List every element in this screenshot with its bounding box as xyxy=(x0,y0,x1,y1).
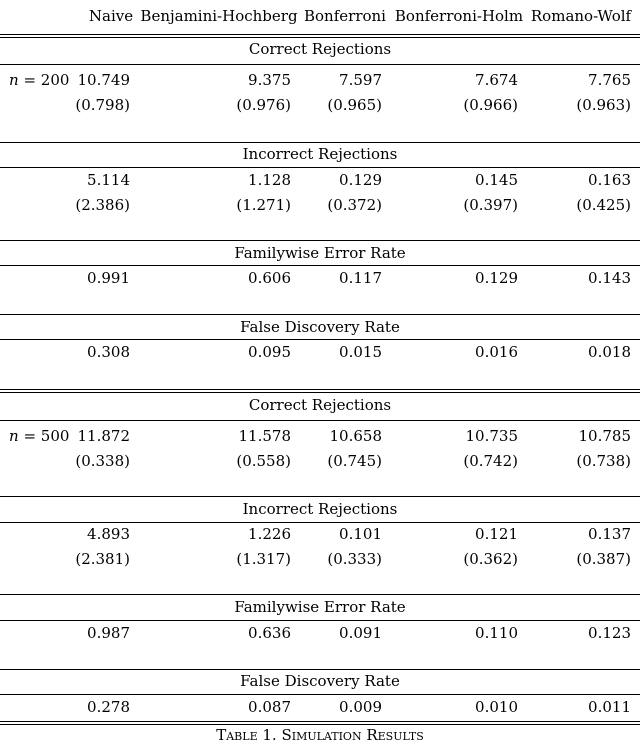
section-rule xyxy=(0,594,640,595)
section-rule xyxy=(0,420,640,421)
section-rule xyxy=(0,240,640,241)
table-cell-value: 10.749 xyxy=(77,71,130,89)
table-cell-se: (2.386) xyxy=(75,196,130,214)
section-rule xyxy=(0,496,640,497)
sample-size-variable: n xyxy=(9,71,19,89)
table-cell-se: (0.965) xyxy=(327,96,382,114)
table-cell-value: 0.129 xyxy=(475,269,518,287)
table-cell-value: 0.015 xyxy=(339,343,382,361)
sample-size-variable: n xyxy=(9,427,19,445)
double-rule-top xyxy=(0,721,640,722)
section-title: Familywise Error Rate xyxy=(234,598,406,616)
section-title: Incorrect Rejections xyxy=(242,145,398,163)
table-cell-value: 0.101 xyxy=(339,525,382,543)
section-title: Familywise Error Rate xyxy=(234,244,406,262)
table-cell-value: 0.145 xyxy=(475,171,518,189)
column-header: Benjamini-Hochberg xyxy=(140,7,298,25)
table-cell-value: 10.658 xyxy=(329,427,382,445)
table-cell-value: 0.143 xyxy=(588,269,631,287)
table-cell-se: (0.738) xyxy=(576,452,631,470)
table-cell-value: 0.117 xyxy=(339,269,382,287)
table-cell-value: 0.606 xyxy=(248,269,291,287)
table-cell-se: (0.397) xyxy=(463,196,518,214)
table-cell-se: (0.372) xyxy=(327,196,382,214)
table-cell-se: (0.338) xyxy=(75,452,130,470)
table-cell-value: 4.893 xyxy=(87,525,130,543)
table-cell-se: (0.333) xyxy=(327,550,382,568)
table-cell-value: 9.375 xyxy=(248,71,291,89)
column-header: Bonferroni-Holm xyxy=(394,7,524,25)
section-title: False Discovery Rate xyxy=(240,672,400,690)
table-cell-se: (0.976) xyxy=(236,96,291,114)
table-cell-value: 0.011 xyxy=(588,698,631,716)
sample-size-value: = 500 xyxy=(18,427,70,445)
table-cell-value: 1.128 xyxy=(248,171,291,189)
table-cell-value: 7.765 xyxy=(588,71,631,89)
table-cell-se: (0.963) xyxy=(576,96,631,114)
table-cell-value: 0.010 xyxy=(475,698,518,716)
table-cell-value: 0.129 xyxy=(339,171,382,189)
double-rule-bottom xyxy=(0,392,640,393)
table-cell-se: (0.742) xyxy=(463,452,518,470)
table-cell-value: 0.278 xyxy=(87,698,130,716)
table-cell-se: (1.317) xyxy=(236,550,291,568)
table-cell-se: (0.966) xyxy=(463,96,518,114)
section-rule xyxy=(0,522,640,523)
section-rule xyxy=(0,314,640,315)
table-cell-value: 0.163 xyxy=(588,171,631,189)
table-cell-se: (0.387) xyxy=(576,550,631,568)
section-title: False Discovery Rate xyxy=(240,318,400,336)
section-rule xyxy=(0,620,640,621)
table-cell-value: 10.735 xyxy=(465,427,518,445)
table-cell-se: (0.362) xyxy=(463,550,518,568)
sample-size-value: = 200 xyxy=(18,71,70,89)
table-cell-value: 11.578 xyxy=(238,427,291,445)
column-header: Bonferroni xyxy=(304,7,386,25)
section-rule xyxy=(0,265,640,266)
table-cell-value: 0.308 xyxy=(87,343,130,361)
table-cell-value: 0.123 xyxy=(588,624,631,642)
double-rule-top xyxy=(0,389,640,390)
table-cell-value: 11.872 xyxy=(77,427,130,445)
table-cell-value: 0.987 xyxy=(87,624,130,642)
table-cell-value: 0.018 xyxy=(588,343,631,361)
double-rule-bottom xyxy=(0,724,640,725)
table-cell-value: 10.785 xyxy=(578,427,631,445)
column-header: Naive xyxy=(88,7,134,25)
table-cell-se: (0.745) xyxy=(327,452,382,470)
table-cell-se: (2.381) xyxy=(75,550,130,568)
table-cell-se: (0.558) xyxy=(236,452,291,470)
table-cell-value: 0.016 xyxy=(475,343,518,361)
table-cell-value: 7.674 xyxy=(475,71,518,89)
table-cell-value: 0.991 xyxy=(87,269,130,287)
table-cell-value: 0.110 xyxy=(475,624,518,642)
table-cell-value: 0.009 xyxy=(339,698,382,716)
table-cell-value: 0.121 xyxy=(475,525,518,543)
section-title: Correct Rejections xyxy=(248,40,392,58)
column-header: Romano-Wolf xyxy=(530,7,632,25)
table-cell-value: 0.091 xyxy=(339,624,382,642)
table-cell-value: 0.095 xyxy=(248,343,291,361)
table-cell-value: 0.636 xyxy=(248,624,291,642)
section-rule xyxy=(0,339,640,340)
table-cell-value: 0.137 xyxy=(588,525,631,543)
table-cell-value: 0.087 xyxy=(248,698,291,716)
section-rule xyxy=(0,167,640,168)
table-cell-se: (0.798) xyxy=(75,96,130,114)
table-cell-se: (1.271) xyxy=(236,196,291,214)
table-caption: Table 1. Simulation Results xyxy=(216,726,424,744)
section-title: Incorrect Rejections xyxy=(242,500,398,518)
table-cell-value: 1.226 xyxy=(248,525,291,543)
section-rule xyxy=(0,669,640,670)
section-rule xyxy=(0,64,640,65)
section-title: Correct Rejections xyxy=(248,396,392,414)
double-rule-top xyxy=(0,34,640,35)
section-rule xyxy=(0,694,640,695)
table-cell-value: 7.597 xyxy=(339,71,382,89)
table-cell-value: 5.114 xyxy=(87,171,130,189)
double-rule-bottom xyxy=(0,37,640,38)
section-rule xyxy=(0,142,640,143)
table-cell-se: (0.425) xyxy=(576,196,631,214)
